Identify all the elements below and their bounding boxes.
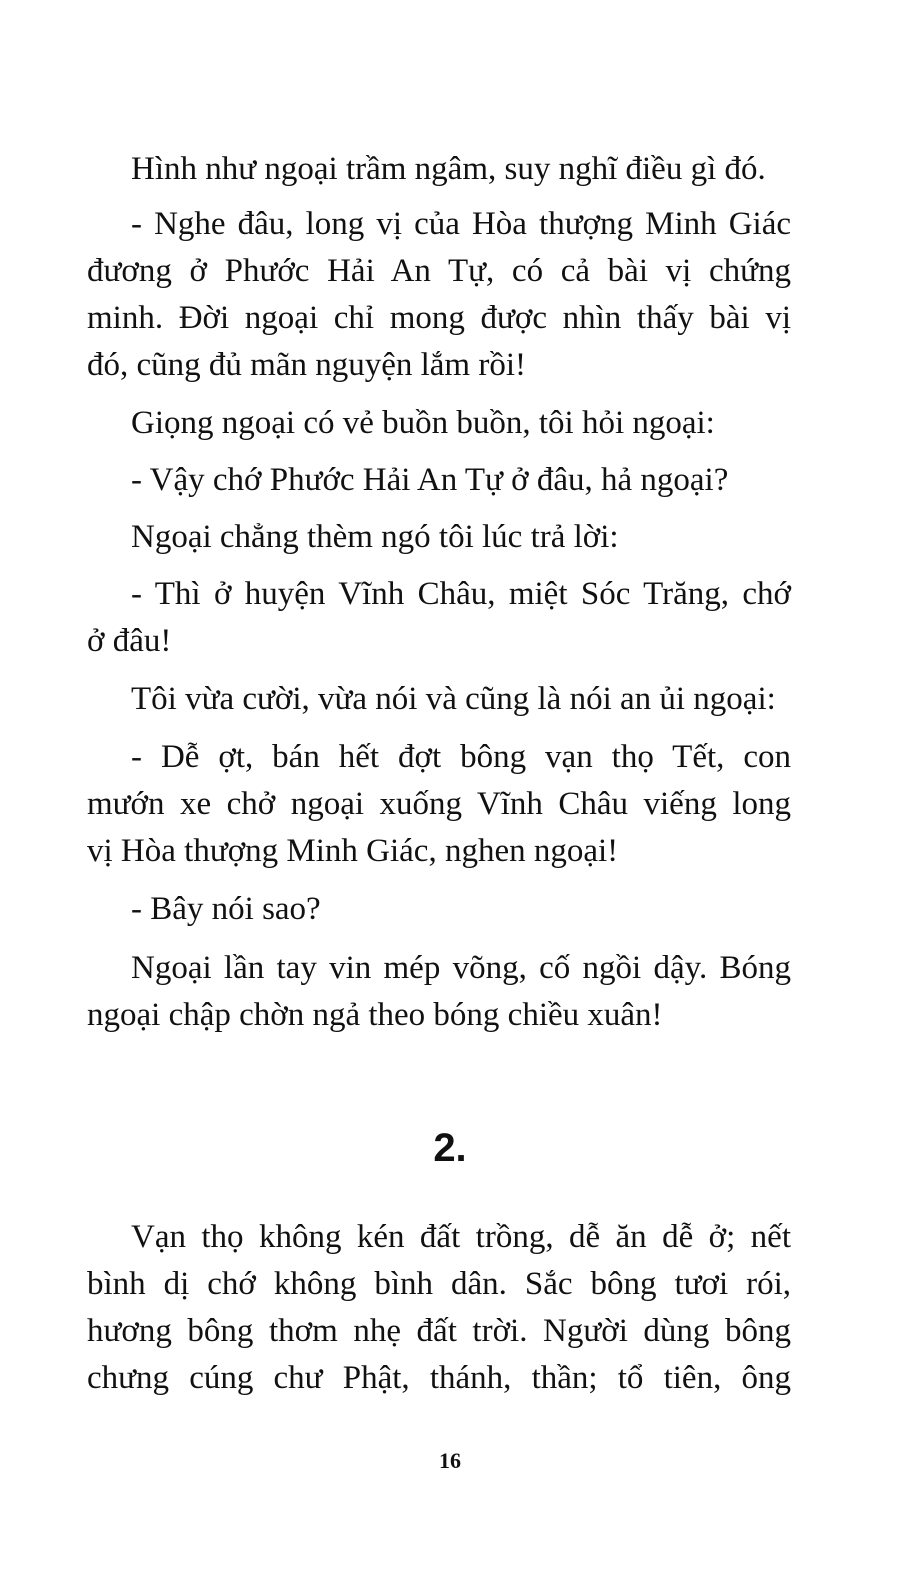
text-line: mướn xe chở ngoại xuống Vĩnh Châu viếng long [87, 786, 791, 822]
text-line: hương bông thơm nhẹ đất trời. Người dùng bông [87, 1313, 791, 1349]
text-line: - Thì ở huyện Vĩnh Châu, miệt Sóc Trăng, chớ [131, 576, 791, 612]
text-line: Ngoại lần tay vin mép võng, cố ngồi dậy. Bóng [131, 950, 791, 986]
text-line: đương ở Phước Hải An Tự, có cả bài vị chứng [87, 253, 791, 289]
text-line: Ngoại chẳng thèm ngó tôi lúc trả lời: [131, 519, 619, 555]
page-number: 16 [439, 1448, 461, 1473]
text-line: Vạn thọ không kén đất trồng, dễ ăn dễ ở; nết [131, 1219, 791, 1255]
text-line: Tôi vừa cười, vừa nói và cũng là nói an ủi ngoại: [131, 681, 776, 717]
text-line: vị Hòa thượng Minh Giác, nghen ngoại! [87, 833, 619, 869]
text-line: - Vậy chớ Phước Hải An Tự ở đâu, hả ngoại? [131, 462, 729, 498]
text-line: minh. Đời ngoại chỉ mong được nhìn thấy bài vị [87, 300, 791, 336]
text-line: Giọng ngoại có vẻ buồn buồn, tôi hỏi ngoại: [131, 405, 715, 441]
text-line: - Bây nói sao? [131, 891, 321, 927]
text-line: đó, cũng đủ mãn nguyện lắm rồi! [87, 347, 526, 383]
text-line: - Nghe đâu, long vị của Hòa thượng Minh Giác [131, 206, 791, 242]
text-line: ngoại chập chờn ngả theo bóng chiều xuân! [87, 997, 663, 1033]
section-heading: 2. [433, 1126, 467, 1170]
text-line: - Dễ ợt, bán hết đợt bông vạn thọ Tết, con [131, 739, 791, 775]
text-line: bình dị chớ không bình dân. Sắc bông tươi rói, [87, 1266, 791, 1302]
text-line: chưng cúng chư Phật, thánh, thần; tổ tiên, ông [87, 1360, 791, 1396]
text-line: ở đâu! [87, 623, 172, 659]
text-line: Hình như ngoại trầm ngâm, suy nghĩ điều gì đó. [131, 151, 766, 187]
